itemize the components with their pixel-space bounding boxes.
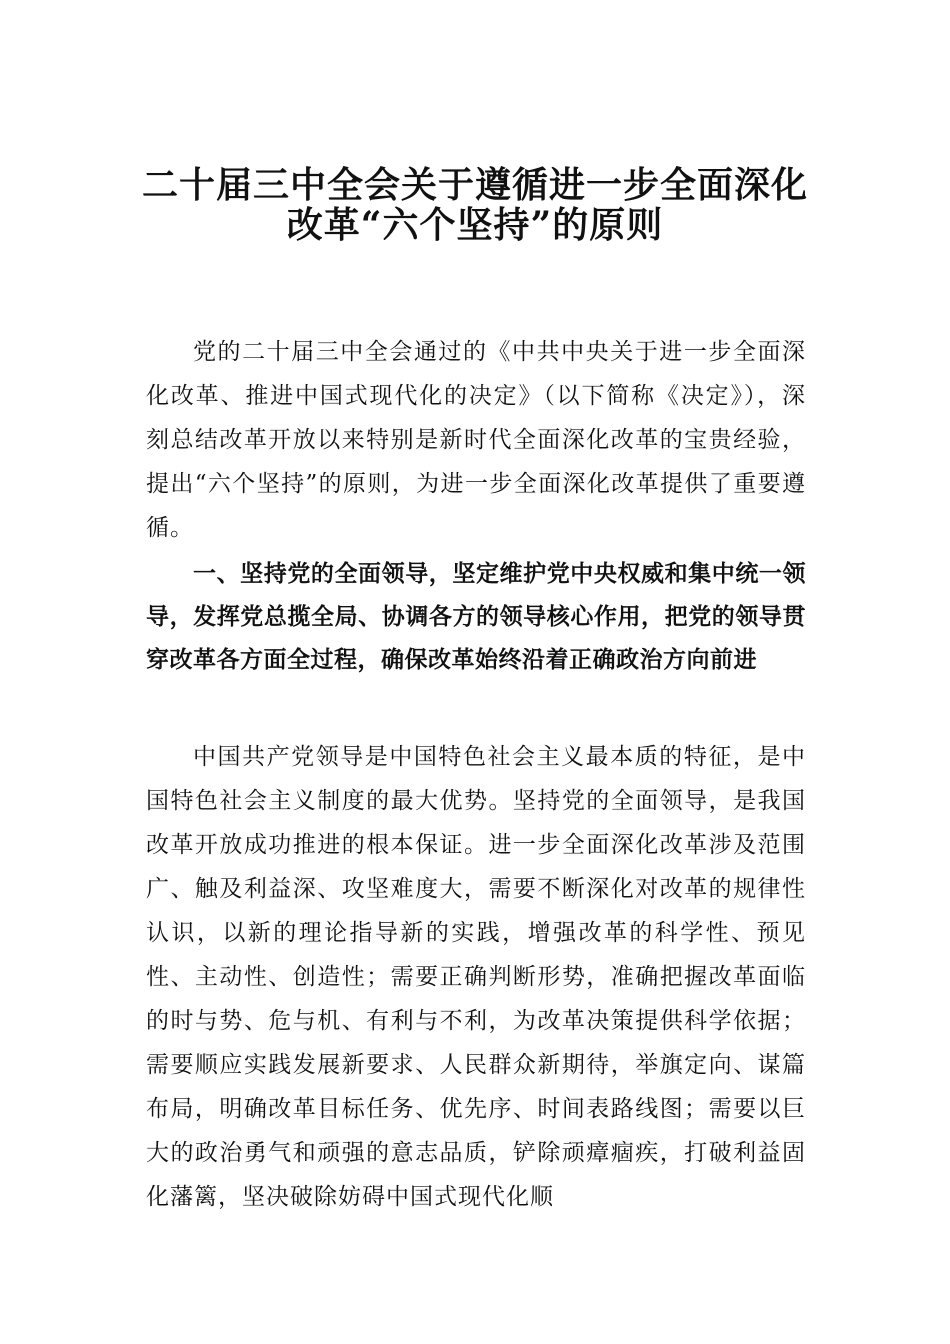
document-title-line-2: 改革“六个坚持”的原则 xyxy=(286,204,664,246)
section-1-heading: 一、坚持党的全面领导，坚定维护党中央权威和集中统一领导，发挥党总揽全局、协调各方的领导核心作用，把党的领导贯穿改革各方面全过程，确保改革始终沿着正确政治方向前进 xyxy=(146,561,806,673)
intro-paragraph: 党的二十届三中全会通过的《中共中央关于进一步全面深化改革、推进中国式现代化的决定》（以下简称《决定》），深刻总结改革开放以来特别是新时代全面深化改革的宝贵经验，提出“六个坚持”的原则，为进一步全面深化改革提供了重要遵循。 xyxy=(146,339,806,541)
section-1-body: 中国共产党领导是中国特色社会主义最本质的特征，是中国特色社会主义制度的最大优势。坚持党的全面领导，是我国改革开放成功推进的根本保证。进一步全面深化改革涉及范围广、触及利益深、攻坚难度大，需要不断深化对改革的规律性认识，以新的理论指导新的实践，增强改革的科学性、预见性、主动性、创造性；需要正确判断形势，准确把握改革面临的时与势、危与机、有利与不利，为改革决策提供科学依据；需要顺应实践发展新要求、人民群众新期待，举旗定向、谋篇布局，明确改革目标任务、优先序、时间表路线图；需要以巨大的政治勇气和顽强的意志品质，铲除顽瘴痼疾，打破利益固化藩篱，坚决破除妨碍中国式现代化顺 xyxy=(146,744,806,1210)
document-title-line-1: 二十届三中全会关于遵循进一步全面深化 xyxy=(141,164,808,206)
